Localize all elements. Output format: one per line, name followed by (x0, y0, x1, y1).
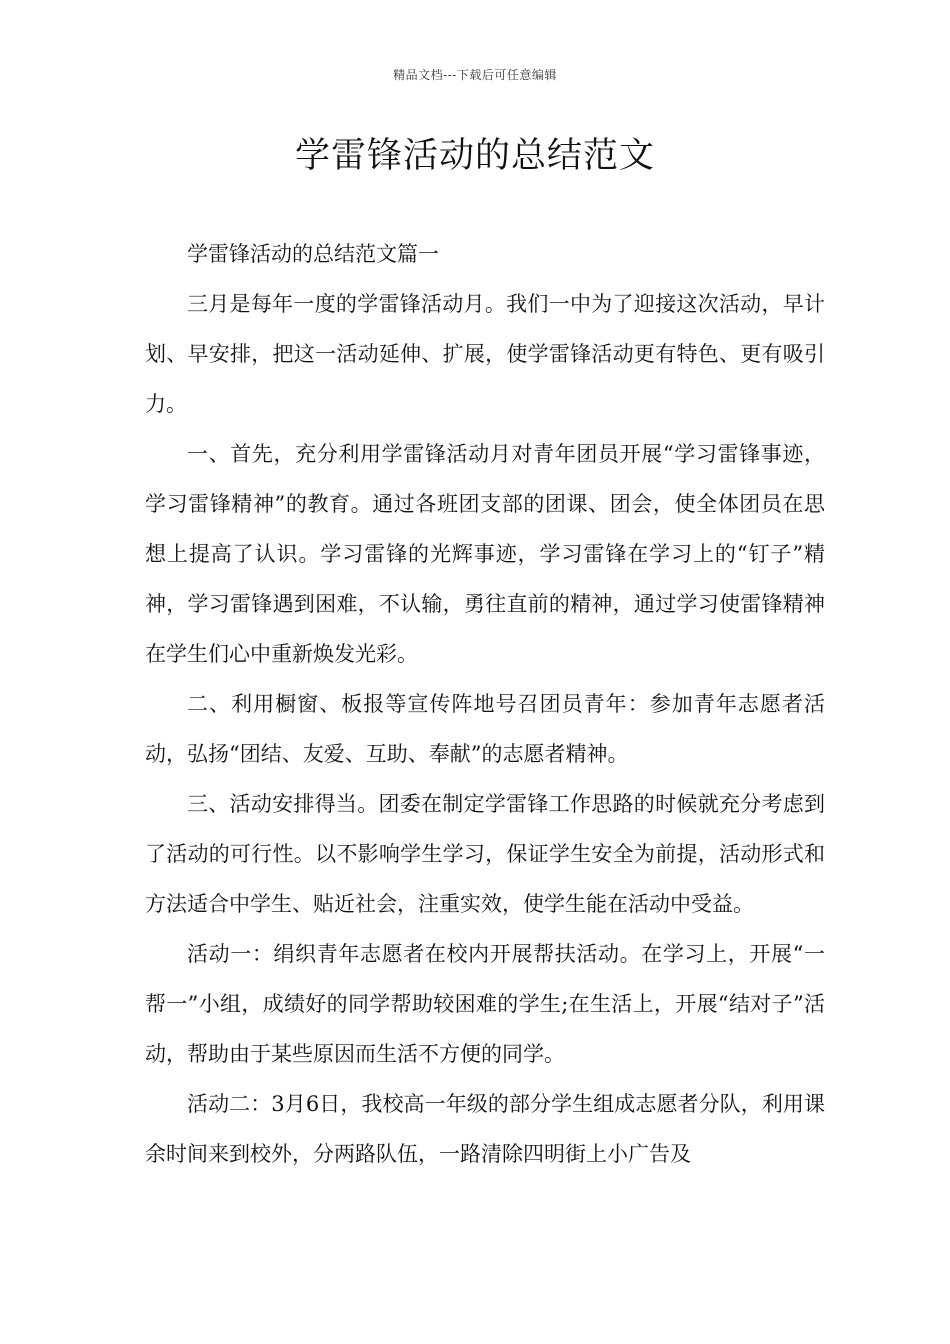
paragraph-activity-two: 活动二：3月6日，我校高一年级的部分学生组成志愿者分队，利用课余时间来到校外，分两路队伍，一路清除四明街上小广告及 (145, 1092, 825, 1166)
paragraph-point-one: 一、首先，充分利用学雷锋活动月对青年团员开展“学习雷锋事迹，学习雷锋精神”的教育。通过各班团支部的团课、团会，使全体团员在思想上提高了认识。学习雷锋的光辉事迹，学习雷锋在学习上的“钉子”精神，学习雷锋遇到困难，不认输，勇往直前的精神，通过学习使雷锋精神在学生们心中重新焕发光彩。 (145, 442, 825, 666)
document-body (145, 229, 825, 1179)
paragraph-intro: 三月是每年一度的学雷锋活动月。我们一中为了迎接这次活动，早计划、早安排，把这一活动延伸、扩展，使学雷锋活动更有特色、更有吸引力。 (145, 292, 825, 416)
paragraph-point-three: 三、活动安排得当。团委在制定学雷锋工作思路的时候就充分考虑到了活动的可行性。以不影响学生学习，保证学生安全为前提，活动形式和方法适合中学生、贴近社会，注重实效，使学生能在活动中受益。 (145, 792, 825, 916)
section-heading: 学雷锋活动的总结范文篇一 (187, 242, 439, 266)
paragraph-point-two: 二、利用橱窗、板报等宣传阵地号召团员青年：参加青年志愿者活动，弘扬“团结、友爱、互助、奉献”的志愿者精神。 (145, 692, 825, 766)
page-header-note: 精品文档---下载后可任意编辑 (393, 68, 557, 82)
paragraph-activity-one: 活动一：绢织青年志愿者在校内开展帮扶活动。在学习上，开展“一帮一”小组，成绩好的同学帮助较困难的学生;在生活上，开展“结对子”活动，帮助由于某些原因而生活不方便的同学。 (145, 942, 825, 1066)
document-title: 学雷锋活动的总结范文 (294, 136, 655, 176)
